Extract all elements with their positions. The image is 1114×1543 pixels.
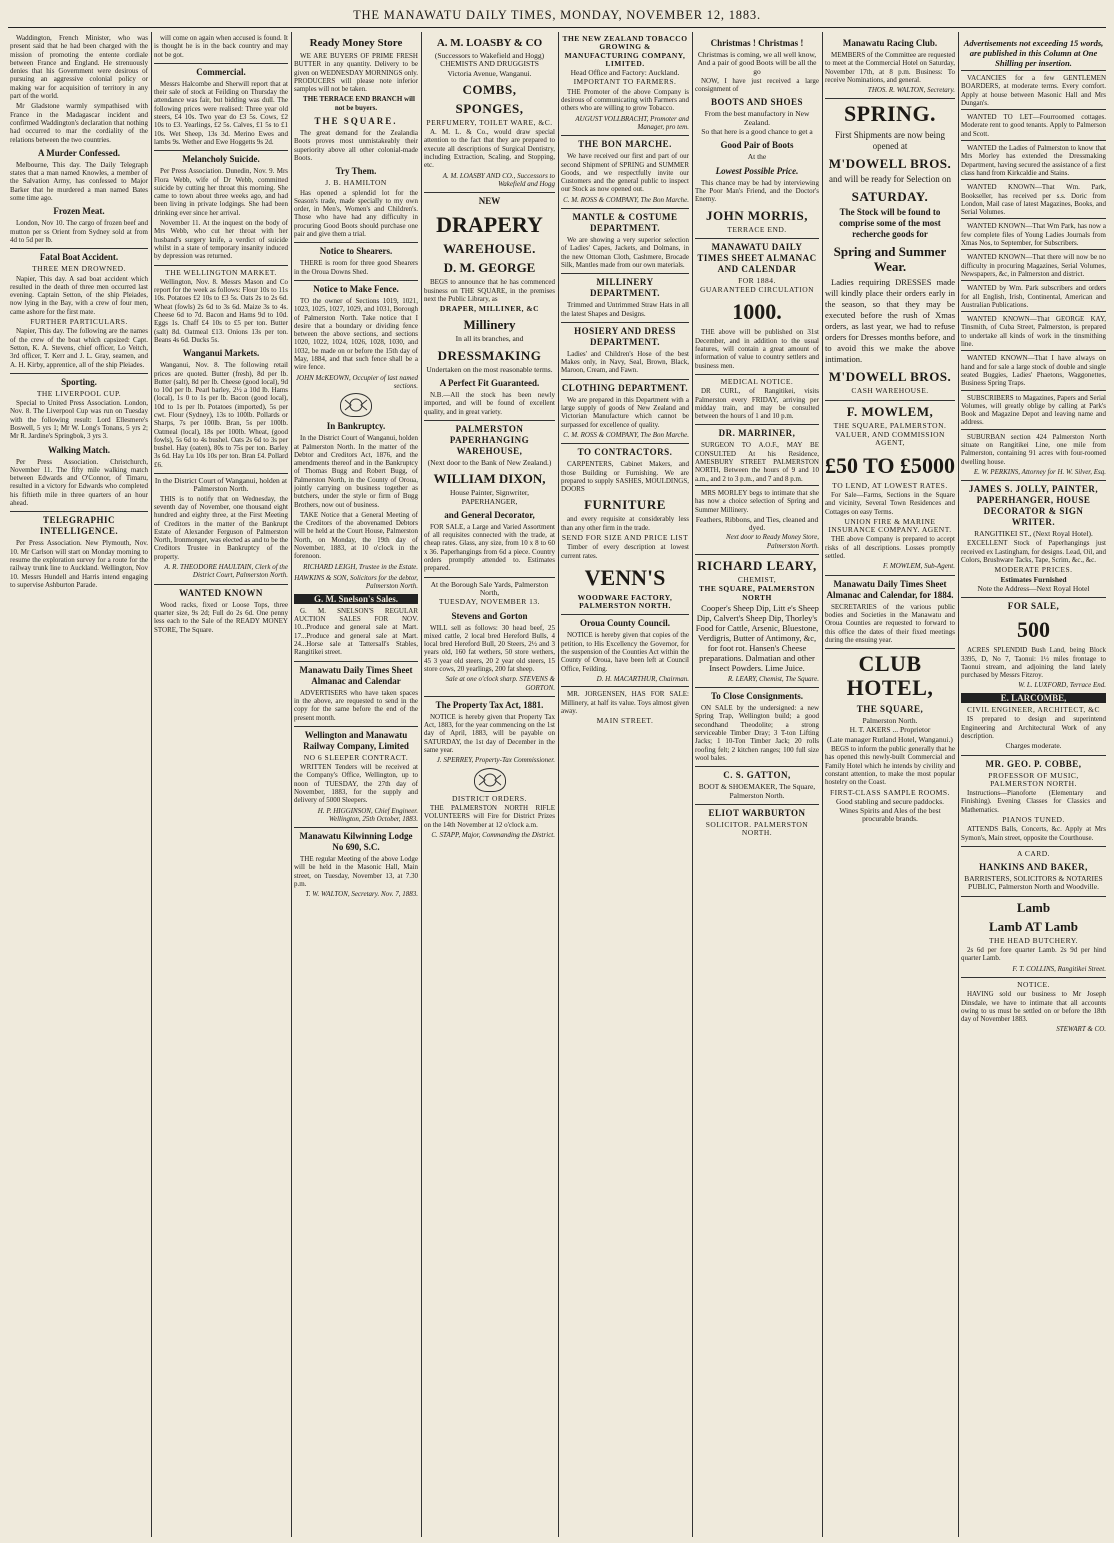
signature: J. SPERREY, Property-Tax Commissioner. [436, 756, 555, 765]
ad-paragraph: MRS MORLEY begs to intimate that she has now a choice selection of Spring and Summer Millinery. [695, 485, 819, 514]
ad-paragraph: DR CURL, of Rangitikei, visits Palmerston every FRIDAY, arriving per midday train, and may be consulted between the hours of 1 and 10 p.m. [695, 387, 819, 421]
article-paragraph: Wellington, Nov. 8. Messrs Mason and Co report for the week as follows: Flour 10s to 11s 10s. Potatoes £2 10s to £3 5s. Oats 2s to 2s 6d. Wheat (fowls) 2s 6d to 3s 6d. Maize 3s to 4s. Cheese 6d to 7d. Bacon and Hams 9d to 10d. Eggs 1s. Chaff £4 10s to £5 per ton. Butter (salt) 8d. Oatmeal £13. Onions 13s per ton. Beans 4s 6d. Ducks 5s. [154, 277, 288, 344]
ad-line: First Shipments are now being opened at [835, 130, 945, 152]
ad-name-morris: JOHN MORRIS, [705, 207, 809, 223]
headline-property-tax: The Property Tax Act, 1881. [424, 696, 555, 711]
ad-paragraph: Ladies' and Children's Hose of the best Makes only, in Navy, Seal, Brown, Black, Maroon, Cream, and Fawn. [561, 349, 689, 375]
headline-commercial: Commercial. [154, 63, 288, 78]
ad-name-mowlem: F. MOWLEM, [825, 400, 955, 419]
subheadline: THE WELLINGTON MARKET. [154, 265, 288, 277]
ad-heading: Lowest Possible Price. [715, 165, 799, 176]
signature: AUGUST VOLLBRACHT, Promoter and Manager, pro tem. [575, 114, 689, 131]
column-rule [151, 32, 152, 1537]
headline-snelson-sales: G. M. Snelson's Sales. [294, 594, 418, 604]
column-7 [825, 34, 955, 1534]
ad-paragraph: In the District Court of Wanganui, holden at Palmerston North. In the matter of the Debtor and Creditors Act, 1876, and the amendments thereof and in the Bankruptcy of Thomas Bugg and Robert Bugg, of Palmerston North, in the County of Oroua, jointly carrying on business together as butchers, under the style or firm of Bugg Brothers, now out of business. [294, 434, 418, 509]
ad-paragraph: FOR SALE, a Large and Varied Assortment of all requisites connected with the trade, at cheap rates. Glass, any size, from 10 x 8 to 60 x 36. Paperhangings from 6d a piece. Country orders promptly attended to. Estimates prepared. [424, 522, 555, 573]
ad-heading: BOOTS AND SHOES [710, 97, 804, 108]
ad-title-sheet: Manawatu Daily Times Sheet Almanac and Calendar, for 1884. [825, 575, 955, 601]
ad-paragraph: Trimmed and Untrimmed Straw Hats in all the latest Shapes and Designs. [561, 301, 689, 318]
headline-times-sheet: Manawatu Daily Times Sheet Almanac and Calendar [294, 661, 418, 687]
ad-line: Head Office and Factory: Auckland. [570, 68, 680, 78]
ad-line: Wines Spirits and Ales of the best procurable brands. [839, 806, 941, 824]
headline-murder: A Murder Confessed. [37, 147, 121, 158]
ad-name-stevens: Stevens and Gorton [451, 610, 528, 621]
ad-item: COMBS, [462, 81, 517, 97]
ad-paragraph: We are prepared in this Department with a large supply of goods of New Zealand and Victorian Manufacture which cannot be surpassed for excellence of quality. [561, 395, 689, 429]
ad-name: J. B. HAMILTON [325, 178, 387, 188]
column-header-advertisements: Advertisements not exceeding 15 words, are published in this Column at One Shilling per insertion. [963, 38, 1104, 68]
ad-name-warburton: ELIOT WARBURTON [695, 804, 819, 819]
ad-title-christmas: Christmas ! Christmas ! [710, 38, 804, 48]
ad-line: BARRISTERS, SOLICITORS & NOTARIES PUBLIC, Palmerston North and Woodville. [964, 874, 1103, 892]
ad-paragraph: ADVERTISERS who have taken spaces in the above, are requested to send in the copy for the same before the end of the present month. [294, 688, 418, 722]
ad-line: IMPORTANT TO FARMERS. [573, 77, 677, 87]
ad-title-club-hotel: CLUB HOTEL, [825, 648, 955, 700]
article-paragraph: London, Nov 10. The cargo of frozen beef and mutton per ss Orient from Sydney sold at from 4d to 5d per lb. [10, 219, 148, 244]
ad-paragraph: This chance may be had by interviewing The Poor Man's Friend, and the Doctor's Enemy. [695, 178, 819, 204]
article-paragraph: will come on again when accused is found. It is thought he is in the back country and may not be got. [154, 34, 288, 59]
ad-line: VALUER, AND COMMISSION AGENT, [835, 430, 945, 448]
ad-line: Estimates Furnished [1000, 574, 1067, 584]
headline-wanganui-markets: Wanganui Markets. [182, 348, 260, 359]
ad-paragraph: ON SALE by the undersigned: a new Spring Trap, Wellington build; a good secondhand Theodolite; a strong serviceable Timber Dray; 3 T-ton Lifting Jacks; 1 10-Ton Timber Jack; 20 rolls roofing felt; 2 kitchen ranges; 100 full size wool bales. [695, 704, 819, 762]
ad-line: Charges moderate. [1005, 741, 1062, 751]
article-paragraph: Wanganui, Nov. 8. The following retail prices are quoted. Butter (fresh), 8d per lb. Butter (salt), 8d per lb. Cheese (good local), 9d to 10d per lb. Pearl barley, 2½ a 10d lb. Hams (local), 1s 0 to 1s per lb. Bacon (good local), 10d to 1s per lb. Potatoes (imported), 5s per cwt. Flour (Sydney), 13s to 100lb. Pollards or Sharps, 7s per 100lb. Bran, 5s per 100lb. Oatmeal (local), 18s per 100lb. Wheat, (good fowls), 5s 6d to 4s bushel. Oats 2s 6d to 3s per bushel. Hay (oaten), 80s to 75s per ton. Barley 3s 6d. Hay Lu 10s 10s per ton. Bran £4. Pollard £6. [154, 361, 288, 469]
ad-name-mcdowell: M'DOWELL BROS. [828, 156, 952, 172]
subheadline: THE LIVERPOOL CUP. [36, 388, 122, 398]
ad-line: The Stock will be found to comprise some of the most recherche goods for [839, 207, 941, 240]
ad-name-dixon: WILLIAM DIXON, [433, 471, 546, 487]
masthead-rule [8, 27, 1106, 28]
column-rule [421, 32, 422, 1537]
subheadline: FURTHER PARTICULARS. [30, 317, 128, 327]
ad-line: Good stabling and secure paddocks. [835, 796, 945, 806]
classified-ad: WANTED the Ladies of Palmerston to know that Mrs Morley has extended the Dressmaking Department, having secured the assistance of a first class hand from Kirkcaldie and Stains. [961, 140, 1106, 177]
signature: T. W. WALTON, Secretary. Nov. 7, 1883. [305, 890, 418, 899]
ad-paragraph: SECRETARIES of the various public bodies and Societies in the Manawatu and Oroua Counties are requested to forward to this office the dates of their fixed meetings during the ensuing year. [825, 602, 955, 644]
headline-telegraphic: TELEGRAPHIC INTELLIGENCE. [10, 511, 148, 537]
ad-line: THE HEAD BUTCHERY. [988, 935, 1079, 945]
ad-line: DRAPER, MILLINER, &C [439, 304, 540, 314]
column-3 [294, 34, 418, 1534]
ad-line: House Painter, Signwriter, PAPERHANGER, [450, 488, 529, 506]
headline-lodge: Manawatu Kilwinning Lodge No 690, S.C. [294, 827, 418, 853]
ad-line: So that here is a good chance to get a [701, 127, 813, 137]
ad-paragraph: Cooper's Sheep Dip, Litt e's Sheep Dip, Calvert's Sheep Dip, Thorley's Food for Cattle, Arsenic, Bluestone, Verdigris, Butter of Antimony, &c, for foot rot. Hansen's Cheese preparations. Dalmatian and other Insect Powders. Lime Juice. [695, 602, 819, 673]
ad-line: SATURDAY. [851, 189, 929, 205]
column-rule [822, 32, 823, 1537]
headline-fence: Notice to Make Fence. [294, 280, 418, 295]
ad-line: At the [747, 152, 767, 162]
ad-paragraph: 2s 6d per fore quarter Lamb. 2s 9d per hind quarter Lamb. [961, 946, 1106, 963]
ad-line: At the Borough Sale Yards, Palmerston North, [424, 577, 555, 598]
ad-paragraph: We are showing a very superior selection of Ladies' Capes, Jackets, and Dolmans, in the new Ottoman Cloth, Cashmere, Brocade Silk, Mantles made from our own materials. [561, 236, 689, 269]
ad-paragraph: N.B.—All the stock has been newly imported, and will be found of excellent quality, and in great variety. [424, 391, 555, 416]
article-paragraph: Napier, This day. A sad boat accident which resulted in the death of three men occurred last evening. Captain Setton, of the ship Pleiades, now lying in the Bay, with a crew of four men, came ashore for the first mate. [10, 274, 148, 316]
ad-heading: To Close Consignments. [695, 687, 819, 702]
classified-ad: WANTED TO LET—Fourroomed cottages. Moderate rent to good tenants. Apply to Palmerson and Scott. [961, 109, 1106, 138]
column-4 [424, 34, 555, 1534]
ad-line: and will be ready for Selection on [829, 174, 951, 185]
ad-line: FIRST-CLASS SAMPLE ROOMS. [830, 787, 950, 797]
ad-paragraph: SURGEON TO A.O.F., MAY BE CONSULTED At his Residence, AMESBURY STREET PALMERSTON NORTH, Between the hours of 9 and 10 a.m., and 2 to 3 p.m., and 7 and 8 p.m. [695, 441, 819, 483]
ad-paragraph: Ladies requiring DRESSES made will kindly place their orders early in the season, so that they may be executed before the rush of Xmas orders, as last year, we had to refuse orders for Dresses months before, and to avoid this we make the above intimation. [825, 277, 955, 365]
article-paragraph: Waddington, French Minister, who was present said that he had been charged with the mission of promoting the entente cordiale between France and England. He strenuously denies that his Government were desirous of pursuing an aggressive colonial policy or making war for acquisition of territory in any part of the world. [10, 34, 148, 101]
ad-line: SOLICITOR. PALMERSTON NORTH. [705, 819, 809, 838]
ad-title-tobacco: THE NEW ZEALAND TOBACCO GROWING & MANUFACTURING COMPANY, LIMITED. [562, 34, 688, 68]
ad-line: PIANOS TUNED. [1002, 815, 1065, 824]
ad-paragraph: THE regular Meeting of the above Lodge will be held in the Masonic Hall, Main street, on Tuesday, November 13, at 7.30 p.m. [294, 855, 418, 889]
ad-paragraph: IS prepared to design and superintend Engineering and Architectural Work of any description. [961, 715, 1106, 740]
ad-paragraph: and every requisite at considerably less than any other firm in the trade. [561, 515, 689, 532]
ad-name-george: D. M. GEORGE [443, 260, 536, 276]
subheadline: DISTRICT ORDERS. [452, 793, 527, 803]
ad-heading-venn: VENN'S [584, 564, 666, 590]
ad-heading: Good Pair of Boots [720, 140, 794, 151]
ad-heading: MILLINERY DEPARTMENT. [561, 273, 689, 299]
ad-heading: Millinery [463, 317, 516, 333]
ad-tagline: A Perfect Fit Guaranteed. [439, 378, 540, 389]
signature: C. STAPP, Major, Commanding the District. [431, 830, 555, 839]
signature: A. R. THEODORE HAULTAIN, Clerk of the District Court, Palmerston North. [164, 563, 288, 580]
headline-oroua: Oroua County Council. [561, 614, 689, 629]
subheadline: NO 6 SLEEPER CONTRACT. [303, 752, 409, 762]
ad-title-sheet: MANAWATU DAILY TIMES SHEET ALMANAC AND CALENDAR [695, 238, 819, 275]
ad-line: TUESDAY, NOVEMBER 13. [439, 597, 540, 607]
ad-item: PERFUMERY, TOILET WARE, &C. [426, 117, 553, 127]
classified-ad: VACANCIES for a few GENTLEMEN BOARDERS, at moderate terms. Every comfort. Apply at house between Masonic Hall and Mrs Dungan's. [961, 70, 1106, 107]
signature: THOS. R. WALTON, Secretary. [867, 86, 955, 95]
signature: C. M. ROSS & COMPANY, The Bon Marche. [563, 195, 689, 204]
ad-tagline: Try Them. [335, 166, 377, 177]
ad-line: GUARANTEED CIRCULATION [699, 285, 815, 295]
ad-paragraph: The great demand for the Zealandia Boots proves most unmistakeably their superiority above all other colonial-made Boots. [294, 129, 418, 162]
signature: E. W. PERKINS, Attorney for H. W. Silver, Esq. [973, 467, 1106, 476]
ad-title-bon-marche: THE BON MARCHE. [561, 135, 689, 150]
signature: Next door to Ready Money Store, Palmerston North. [725, 533, 819, 550]
ad-name-marriner: DR. MARRINER, [695, 424, 819, 439]
column-rule [958, 32, 959, 1537]
ad-heading: DRESSMAKING [437, 347, 542, 363]
ad-line: Feathers, Ribbons, and Ties, cleaned and dyed. [695, 514, 819, 533]
signature: STEWART & CO. [1056, 1025, 1106, 1034]
ad-heading: HOSIERY AND DRESS DEPARTMENT. [561, 322, 689, 348]
signature: D. H. MACARTHUR, Chairman. [596, 674, 689, 683]
ad-paragraph: HAVING sold our business to Mr Joseph Dinsdale, we have to intimate that all accounts owing to us must be settled on or before the 18th day of November 1883. [961, 990, 1106, 1024]
ad-paragraph: CARPENTERS, Cabinet Makers, and those Building or Furnishing. We are prepared to supply SASHES, MOULDINGS, DOORS [561, 460, 689, 494]
ad-line: THE SQUARE, PALMERSTON. [833, 420, 947, 430]
ad-name-cobbe: MR. GEO. P. COBBE, [961, 755, 1106, 770]
ad-paragraph: NOTICE is hereby given that Property Tax Act, 1883, for the year commencing on the 1st day of April, 1883, will be payable on SATURDAY, the 1st day of December in the same year. [424, 712, 555, 755]
article-paragraph: November 11. At the inquest on the body of Mrs Webb, who cut her throat with her husband's surgery knife, a verdict of suicide whilst in a state of temporary insanity induced by depression was returned. [154, 219, 288, 261]
ad-heading: NEW [424, 192, 555, 207]
ad-heading: NOTICE. [961, 977, 1106, 989]
ad-line: CASH WAREHOUSE. [851, 386, 929, 396]
ad-line: CIVIL ENGINEER, ARCHITECT, &C [966, 705, 1101, 715]
column-2 [154, 34, 288, 1534]
crest-icon [474, 768, 506, 792]
column-5 [561, 34, 689, 1534]
classified-ad: WANTED KNOWN—That I have always on hand and for sale a large stock of double and single seated Buggies, Ladies' Phaetons, Waggonettes, Business Spring Traps. [961, 350, 1106, 387]
ad-paragraph: MR. JORGENSEN, HAS FOR SALE: Millinery, at half its value. Toys almost given away. [561, 686, 689, 715]
classified-ad: WANTED KNOWN—That Wm. Park, Bookseller, has received per s.s. Doric from London, Mail case of latest Magazines, Books, and Serial Volumes. [961, 179, 1106, 216]
ad-paragraph: THE TERRACE END BRANCH will not be buyers. [303, 95, 415, 112]
ad-paragraph: We have received our first and part of our second Shipment of SPRING and SUMMER Goods, and we respectfully invite our Customers and the general public to inspect our Stock as now opened out. [561, 152, 689, 194]
subheadline: In the District Court of Wanganui, holden at Palmerston North. [154, 473, 288, 494]
classified-ad: WANTED KNOWN—That there will now be no difficulty in procuring Magazines, Serial Volumes, Newspapers, &c, in Palmerston and district. [961, 249, 1106, 278]
ad-name-larcombe: E. LARCOMBE, [961, 693, 1106, 703]
ad-heading: PALMERSTON PAPERHANGING WAREHOUSE, [424, 420, 555, 457]
ad-line: Christmas is coming, we all well know, And a pair of good Boots will be all the go [697, 50, 817, 76]
ad-name-jolly: JAMES S. JOLLY, PAINTER, PAPERHANGER, HOUSE DECORATOR & SIGN WRITER. [961, 480, 1106, 528]
classified-ad: WANTED by Wm. Park subscribers and orders for all English, Irish, Continental, American and Australian Publications. [961, 280, 1106, 309]
ad-line: SEND FOR SIZE AND PRICE LIST [561, 532, 689, 542]
ad-acres-number: 500 [1017, 617, 1050, 643]
headline-wanted: WANTED KNOWN [154, 584, 288, 599]
ad-line: (Next door to the Bank of New Zealand.) [427, 457, 552, 467]
ad-line: TO LEND, AT LOWEST RATES. [832, 480, 948, 490]
ad-paragraph: THERE is room for three good Shearers in the Oroua Downs Shed. [294, 259, 418, 276]
ad-paragraph: TO the owner of Sections 1019, 1021, 1023, 1025, 1027, 1029, and 1031, Borough of Palmerston North. Take notice that I desire that a boundary or dividing fence between the above sections, and sections 1020, 1022, 1024, 1026, 1028, 1030, and 1032, be made on or before the 15th day of May, 1884, and that such fence shall be a wire fence. [294, 296, 418, 372]
headline-railway: Wellington and Manawatu Railway Company, Limited [294, 726, 418, 752]
ad-line: THE SQUARE, [856, 704, 924, 715]
signature: Sale at one o'clock sharp. STEVENS & GORTON. [445, 675, 555, 692]
ad-name-hankins: HANKINS AND BAKER, [979, 862, 1088, 873]
ad-circulation: 1000. [732, 299, 782, 325]
signature: A. M. LOASBY AND CO., Successors to Wakefield and Hogg [442, 171, 555, 188]
ad-line: In all its branches, and [455, 334, 524, 344]
column-rule [291, 32, 292, 1537]
signature: JOHN McKEOWN, Occupier of last named sections. [295, 373, 418, 390]
ad-paragraph: NOTICE is hereby given that copies of the petition, to His Excellency the Governor, for the suspension of the Counties Act within the County of Oroua, have been left at Council Office, Feilding. [561, 631, 689, 673]
ad-line: and General Decorator, [444, 509, 535, 520]
ad-paragraph: THE above will be published on 31st December, and in addition to the usual features, will contain a great amount of information of value to country settlers and business men. [695, 328, 819, 370]
classified-ad: WANTED KNOWN—That Wm Park, has now a few complete files of Young Ladies Journals from Xmas Nos, to September, for Subscribers. [961, 218, 1106, 247]
ad-name-leary: RICHARD LEARY, [695, 554, 819, 573]
signature: F. T. COLLINS, Rangitikei Street. [1012, 964, 1106, 973]
ad-heading-drapery: DRAPERY [436, 212, 543, 238]
signature: F. MOWLEM, Sub-Agent. [883, 562, 955, 571]
ad-heading-lamb: Lamb [961, 896, 1106, 915]
article-paragraph: Per Press Association. New Plymouth, Nov. 10. Mr Carlson will start on Monday morning to resume the exploration survey for a route for the railway trunk line to Auckland. Wellington, Nov 10. Messrs Hundell and Harris intend engaging to supervise Ashburton Parade. [10, 539, 148, 589]
ad-line: CHEMIST, [737, 574, 777, 584]
article-paragraph: Special to United Press Association. London, Nov. 8. The Liverpool Cup was run on Tuesday with the following result: Lord Ellesmere's Boswell, 5 yrs 1; Mr W. Long's Tonans, 5 yrs 2; Mr R. Jardine's Springbok, 3 yrs 3. [10, 399, 148, 441]
signature: W. L. LUXFORD, Terrace End. [1018, 681, 1106, 690]
ad-paragraph: TAKE Notice that a General Meeting of the Creditors of the abovenamed Debtors will be held at the Court House, Palmerston North, on Monday, the 19th day of November, 1883, at 10 o'clock in the forenoon. [294, 510, 418, 561]
ad-paragraph: MEMBERS of the Committee are requested to meet at the Commercial Hotel on Saturday, November 17th, at 8 p.m. Business: To receive Nominations, and general. [825, 51, 955, 84]
ad-paragraph: WE ARE BUYERS OF PRIME FRESH BUTTER in any quantity. Delivery to be given on WEDNESDAY MORNINGS only. PRODUCERS will please note inferior samples will not be taken. [294, 52, 418, 94]
ad-line: A CARD. [961, 846, 1106, 858]
ad-line: Note the Address—Next Royal Hotel [977, 583, 1090, 593]
crest-icon [340, 393, 372, 417]
ad-paragraph: Instructions—Pianoforte (Elementary and Finishing). Evening Classes for Classics and Mathematics. [961, 789, 1106, 814]
ad-paragraph: WILL sell as follows: 30 head beef, 25 mixed cattle, 2 local bred Hereford Bulls, 4 local bred Hereford Bull, 20 Steers, 2½ and 3 years old, 160 fat wethers, 50 store wethers, 45 3 year old steers, 20 2 year old steers, 15 store cows, 20 yearlings, 200 fat sheep. [424, 623, 555, 673]
ad-line: MODERATE PRICES. [994, 565, 1073, 575]
ad-line: TERRACE END. [727, 224, 787, 234]
classified-ad: WANTED KNOWN—That GEORGE KAY, Tinsmith, of Cuba Street, Palmerston, is prepared to undertake all kinds of work in the tinsmithing line. [961, 311, 1106, 348]
headline-frozen-meat: Frozen Meat. [53, 206, 105, 217]
article-paragraph: Mr Gladstone warmly sympathised with France in the Madagascar incident and confirmed Waddington's declaration that nothing had occurred to mar the cordiality of the relations between the two countries. [10, 102, 148, 144]
column-rule [558, 32, 559, 1537]
article-paragraph: THIS is to notify that on Wednesday, the seventh day of November, one thousand eight hundred and eighty three, at the First Meeting of Creditors in the matter of the Bankrupt Estate of Alexander Ferguson of Palmerston North, Ironmonger, was elected as and to be the Creditors Trustee in Bankruptcy of the property. [154, 494, 288, 561]
signature: R. LEARY, Chemist, The Square. [727, 674, 819, 683]
headline-suicide: Melancholy Suicide. [154, 150, 288, 165]
ad-line: From the best manufactory in New Zealand. [704, 109, 810, 127]
ad-paragraph: Has opened a splendid lot for the Season's trade, made specially to my own order, in Men's, Women's and Children's. Those who have had any difficulty in procuring Good Boots should purchase one pair and give them a trial. [294, 188, 418, 239]
column-rule [692, 32, 693, 1537]
ad-line: THE SQUARE, PALMERSTON NORTH [699, 584, 815, 602]
headline-shearers: Notice to Shearers. [294, 242, 418, 257]
ad-paragraph: For Sale—Farms, Sections in the Square and vicinity, Several Town Residences and Cottages on easy Terms. [825, 490, 955, 516]
ad-paragraph: ACRES SPLENDID Bush Land, being Block 3395, D, No 7, Taonui: 1½ miles frontage to Taonui stream, and adjoining the land lately purchased by Messrs Fitzroy. [961, 646, 1106, 680]
ad-heading: FOR SALE, [961, 597, 1106, 612]
ad-paragraph: G. M. SNELSON'S REGULAR AUCTION SALES FOR NOV. 10...Produce and general sale at Mart. 17...Produce and general sale at Mart. 24...Horse sale at Tattersall's Stables, Rangitikei street. [294, 606, 418, 657]
ad-paragraph: THE Promoter of the above Company is desirous of communicating with Farmers and others who are willing to grow Tobacco. [561, 87, 689, 113]
ad-name-gatton: C. S. GATTON, [695, 766, 819, 781]
ad-paragraph: BEGS to announce that he has commenced business on THE SQUARE, in the premises next the Public Library, as [424, 278, 555, 303]
signature: H. P. HIGGINSON, Chief Engineer. Wellington, 25th October, 1883. [317, 806, 418, 823]
column-8 [961, 34, 1106, 1534]
ad-line: Undertaken on the most reasonable terms. [426, 364, 553, 374]
column-1 [10, 34, 148, 1534]
ad-heading: CLOTHING DEPARTMENT. [561, 379, 689, 394]
classified-ad: SUBURBAN section 424 Palmerston North situate on Rangitikei Line, one mile from Palmerston, containing 91 acres with four-roomed dwelling house. [961, 429, 1106, 466]
article-paragraph: Wood racks, fixed or Loose Tops, three quarter size, 9s 2d; Full do 2s 6d. One penny less each to the Sale of the READY MONEY STORE, The Square. [154, 600, 288, 634]
ad-paragraph: THE PALMERSTON NORTH RIFLE VOLUNTEERS will Fire for District Prizes on the 14th November at 12 o'clock a.m. [424, 803, 555, 829]
ad-paragraph: WRITTEN Tenders will be received at the Company's Office, Wellington, up to noon of TUESDAY, the 27th day of November, 1883, for the supply and delivery of 5000 Sleepers. [294, 763, 418, 805]
ad-line: FOR 1884. [738, 275, 776, 285]
ad-heading-lamb: Lamb AT Lamb [988, 918, 1079, 934]
ad-heading: MEDICAL NOTICE. [695, 374, 819, 386]
ad-money: £50 TO £5000 [825, 452, 955, 478]
headline-walking-match: Walking Match. [47, 444, 110, 455]
article-paragraph: Per Press Association. Christchurch, November 11. The fifty mile walking match between Edwards and O'Connor, of Timaru, resulted in a victory for Edwards who completed his fiftieth mile in three quarters of an hour ahead. [10, 457, 148, 508]
ad-paragraph: BEGS to inform the public generally that he has opened this newly-built Commercial and Family Hotel which he intends by civility and constant attention, to make the most popular hostelry on the Coast. [825, 745, 955, 787]
ad-line: WOODWARE FACTORY, PALMERSTON NORTH. [577, 592, 673, 611]
headline-bankruptcy: In Bankruptcy. [326, 421, 386, 432]
ad-paragraph: Timber of every description at lowest current rates. [561, 543, 689, 560]
ad-paragraph: THE above Company is prepared to accept risks of all descriptions. Losses promptly settled. [825, 535, 955, 561]
signature: RICHARD LEIGH, Trustee in the Estate. [303, 562, 418, 571]
ad-line: (Late manager Rutland Hotel, Wanganui.) [827, 734, 953, 744]
ad-line: RANGITIKEI ST., (Next Royal Hotel). [974, 529, 1093, 539]
ad-line: Palmerston North. [862, 716, 918, 726]
article-paragraph: Messrs Halcombe and Sherwill report that at their sale of stock at Feilding on Thursday the attendance was fair, but bidding was dull. The following prices were realised: Three year old steers, £4 10s. Two year do £3 5s. Cows, £2 10s to £3. Yearlings, £2 5s. Calves, £1 5s to £1 10s. Wet Sheep, 13s 3d. Merino Ewes and lambs 9s. Wether and Ewe Hoggetts 9s 2d. [154, 79, 288, 146]
headline-sporting: Sporting. [10, 373, 148, 388]
column-6 [695, 34, 819, 1534]
ad-line: UNION FIRE & MARINE INSURANCE COMPANY. AGENT. [828, 516, 952, 535]
ad-line: H. T. AKERS ... Proprietor [849, 725, 931, 735]
ad-paragraph: EXCELLENT Stock of Paperhangings just received ex Lastingham, for designs. Lead, Oil, and Colors, Brushware Tacks, Tape, Scrim, &c., &c. [961, 539, 1106, 565]
ad-line: MAIN STREET. [596, 716, 654, 726]
ad-line: PROFESSOR OF MUSIC, PALMERSTON NORTH. [988, 770, 1079, 788]
ad-heading: MANTLE & COSTUME DEPARTMENT. [561, 208, 689, 234]
ad-line: BOOT & SHOEMAKER, The Square, Palmerston North. [698, 782, 816, 800]
ad-item: SPONGES, [455, 100, 524, 116]
classified-ad: SUBSCRIBERS to Magazines, Papers and Serial Volumes, will greatly oblige by calling at Park's Book and Magazine Depot and leaving name and address. [961, 390, 1106, 427]
masthead: THE MANAWATU DAILY TIMES, MONDAY, NOVEMBER 12, 1883. [353, 8, 761, 22]
ad-paragraph: ATTENDS Balls, Concerts, &c. Apply at Mrs Symon's, Main street, opposite the Courthouse. [961, 825, 1106, 842]
article-paragraph: Napier, This day. The following are the names of the crew of the boat which capsized: Capt. Setton, K. A. Stevens, chief officer, Lo Veitch, 3rd officer, T. Kerr and J. L. Gray, seamen, and A. H. Kirby, apprentice, all of the ship Pleiades. [10, 327, 148, 369]
ad-heading: TO CONTRACTORS. [561, 443, 689, 458]
ad-paragraph: A. M. L. & Co., would draw special attention to the fact that they are prepared to execute all descriptions of Surgical Dentistry, including Extraction, Scaling, and Stopping, etc. [424, 128, 555, 170]
ad-title-racing: Manawatu Racing Club. [842, 38, 938, 48]
ad-subtitle: (Successors to Wakefield and Hogg) CHEMISTS AND DRUGGISTS [434, 51, 545, 69]
ad-title-loasby: A. M. LOASBY & CO [436, 37, 543, 49]
ad-title-ready-money-store: Ready Money Store [309, 37, 403, 49]
ad-name-mcdowell: M'DOWELL BROS. [828, 369, 952, 385]
ad-heading-furniture: FURNITURE [584, 497, 666, 513]
ad-heading-spring: SPRING. [825, 98, 955, 126]
subheadline: THREE MEN DROWNED. [32, 264, 126, 274]
ad-heading: Spring and Summer Wear. [833, 244, 947, 275]
headline-boat-accident: Fatal Boat Accident. [10, 248, 148, 263]
ad-heading: WAREHOUSE. [443, 241, 536, 257]
ad-paragraph: NOW, I have just received a large consignment of [695, 76, 819, 94]
signature: C. M. ROSS & COMPANY, The Bon Marche. [563, 430, 689, 439]
article-paragraph: Per Press Association. Dunedin, Nov. 9. Mrs Flora Webb, wife of Dr Webb, committed suicide by cutting her throat this morning. She came to town about three weeks ago, and had been living in private lodgings. She had been drinking ever since her arrival. [154, 167, 288, 217]
ad-title-square: THE SQUARE. [314, 116, 398, 127]
article-paragraph: Melbourne, This day. The Daily Telegraph states that a man named Knowles, a member of the Salvation Army, has confessed to Major Barker that he murdered a man named Bates some time ago. [10, 160, 148, 203]
signature: HAWKINS & SON, Solicitors for the debtor, Palmerston North. [294, 573, 418, 591]
ad-address: Victoria Avenue, Wanganui. [447, 68, 532, 78]
